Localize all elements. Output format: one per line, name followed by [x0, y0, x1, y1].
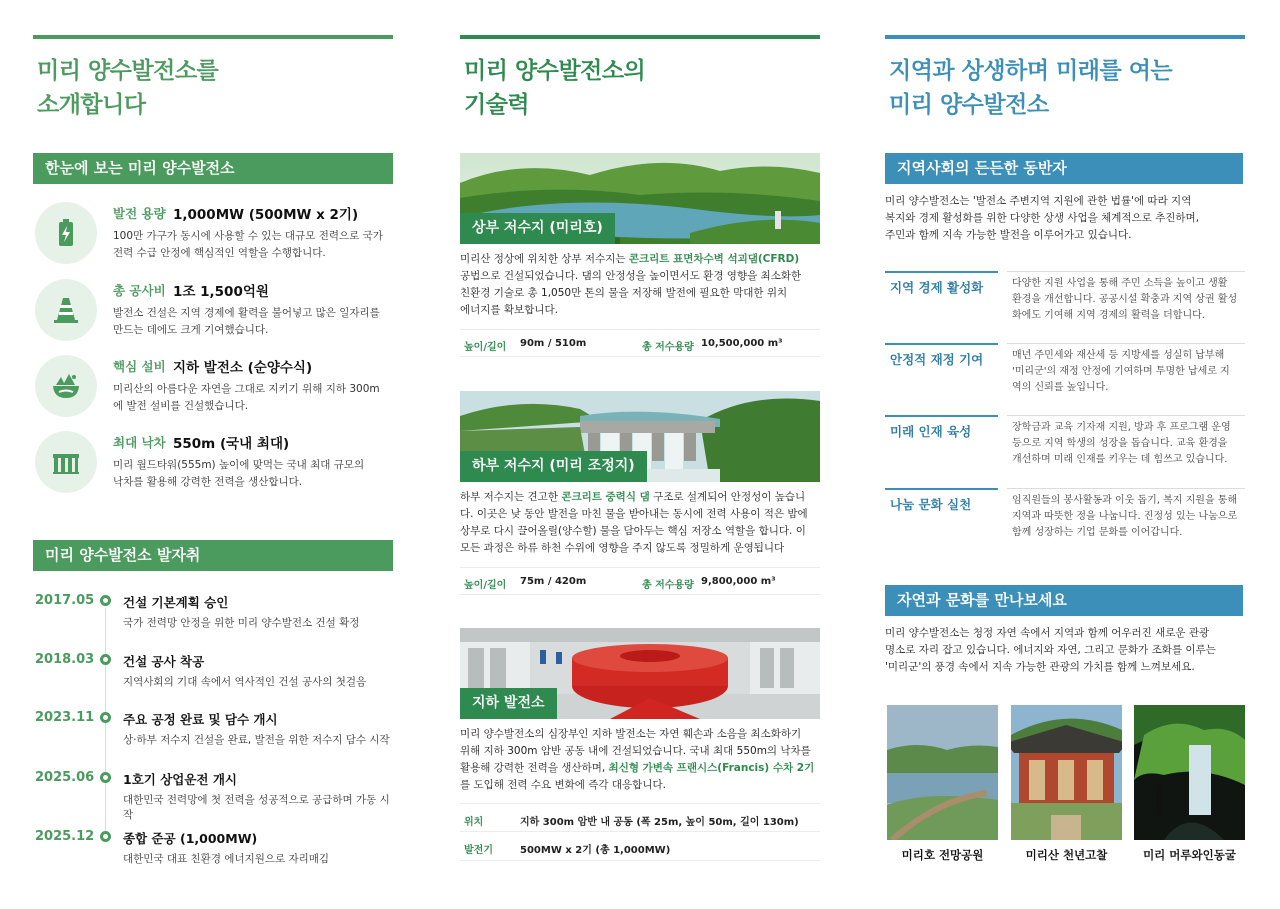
stat-value: 1,000MW (500MW x 2기): [173, 207, 359, 223]
spec-value: 지하 300m 암반 내 공동 (폭 25m, 높이 50m, 길이 130m): [520, 817, 799, 828]
stat-capacity: [33, 202, 393, 268]
spec-key: 총 저수용량: [642, 342, 694, 353]
spec-value: 75m / 420m: [520, 576, 587, 587]
timeline-date: 2025.12: [35, 829, 95, 844]
photo-tag: 하부 저수지 (미리 조정지): [460, 451, 647, 482]
stat-cost: [33, 279, 393, 345]
page-title: [885, 54, 1245, 122]
contribution-item: [885, 488, 1245, 548]
lower-spec-row: [460, 567, 820, 595]
column-community: [885, 0, 1245, 909]
lake-park-photo: [887, 705, 998, 840]
culture-band: 자연과 문화를 만나보세요: [885, 585, 1243, 616]
wine-cave-photo: [1134, 705, 1245, 840]
spec-key: 총 저수용량: [642, 580, 694, 591]
column-technology: [460, 0, 820, 909]
contribution-desc: 임직원들의 봉사활동과 이웃 돕기, 복지 지원을 통해 지역과 따뜻한 정을 나눕니다. 진정성 있는 나눔으로 함께 성장하는 기업 문화를 이어갑니다.: [1007, 488, 1245, 541]
page-title: [460, 54, 820, 122]
timeline-desc: 대한민국 전력망에 첫 전력을 성공적으로 공급하며 가동 시작: [123, 794, 390, 821]
upper-description: 미리산 정상에 위치한 상부 저수지는 콘크리트 표면차수벽 석괴댐(CFRD) 공법으로 건설되었습니다. 댐의 안정성을 높이면서도 환경 영향을 최소화한 친환경 기술로 총 1,050만 톤의 물을 저장해 발전에 필요한 막대한 위치 에너지를 확보합니다.: [460, 253, 802, 316]
underground-plant-photo: [460, 628, 820, 719]
partner-intro: 미리 양수발전소는 '발전소 주변지역 지원에 관한 법률'에 따라 지역 복지와 경제 활성화를 위한 다양한 상생 사업을 체계적으로 추진하며, 주민과 함께 지속 가능한 발전을 이루어가고 있습니다.: [885, 195, 1200, 241]
timeline-dot: [100, 654, 111, 665]
timeline-date: 2017.05: [35, 593, 95, 608]
timeline-desc: 대한민국 대표 친환경 에너지원으로 자리매김: [123, 853, 330, 865]
stat-label: 총 공사비: [113, 283, 166, 298]
stat-value: 1조 1,500억원: [173, 284, 269, 300]
lower-reservoir-photo: [460, 391, 820, 482]
spec-value: 10,500,000 m³: [701, 338, 783, 349]
spec-value: 9,800,000 m³: [701, 576, 776, 587]
battery-icon: [35, 202, 97, 264]
title-line: 지역과 상생하며 미래를 여는: [889, 58, 1173, 84]
timeline-dot: [100, 831, 111, 842]
stat-label: 최대 낙차: [113, 435, 166, 450]
stat-desc: 발전소 건설은 지역 경제에 활력을 불어넣고 많은 일자리를 만드는 데에도 크게 기여했습니다.: [113, 307, 380, 336]
contribution-title: 안정적 재정 기여: [885, 343, 998, 368]
top-rule: [33, 35, 393, 39]
contribution-desc: 매년 주민세와 재산세 등 지방세를 성실히 납부해 '미리군'의 재정 안정에 기여하며 투명한 납세로 지 역의 신뢰를 높입니다.: [1007, 343, 1245, 396]
timeline-date: 2025.06: [35, 770, 95, 785]
contribution-desc: 다양한 지원 사업을 통해 주민 소득을 높이고 생활 환경을 개선합니다. 공공시설 확충과 지역 상권 활성 화에도 기여해 지역 경제의 활력을 더합니다.: [1007, 271, 1245, 324]
upper-reservoir-photo: [460, 153, 820, 244]
spec-key: 높이/길이: [464, 580, 507, 591]
timeline-dot: [100, 712, 111, 723]
timeline-item: [33, 770, 393, 820]
spot-caption: 미리 머루와인동굴: [1143, 848, 1236, 862]
spot-caption: 미리호 전망공원: [901, 848, 984, 862]
timeline-desc: 지역사회의 기대 속에서 역사적인 건설 공사의 첫걸음: [123, 676, 367, 688]
history-band: 미리 양수발전소 발자취: [33, 540, 393, 571]
timeline-item: [33, 829, 393, 879]
timeline-desc: 국가 전력망 안정을 위한 미리 양수발전소 건설 확정: [123, 617, 360, 629]
contribution-title: 지역 경제 활성화: [885, 271, 998, 296]
spec-key: 발전기: [464, 845, 493, 856]
timeline-title: 건설 기본계획 승인: [123, 595, 229, 610]
timeline-dot: [100, 595, 111, 606]
title-line: 기술력: [464, 92, 530, 118]
nature-bowl-icon: [35, 355, 97, 417]
contribution-title: 나눔 문화 실천: [885, 488, 998, 513]
contribution-item: [885, 271, 1245, 331]
timeline-date: 2023.11: [35, 710, 95, 725]
stat-label: 발전 용량: [113, 206, 166, 221]
contribution-item: [885, 343, 1245, 403]
traffic-cone-icon: [35, 279, 97, 341]
stat-head: [33, 431, 393, 497]
underground-spec-row: [460, 832, 820, 861]
stat-desc: 미리산의 아름다운 자연을 그대로 지키기 위해 지하 300m 에 발전 설비를 건설했습니다.: [113, 383, 380, 412]
spec-value: 90m / 510m: [520, 338, 587, 349]
page-title: [33, 54, 393, 122]
spec-key: 위치: [464, 817, 484, 828]
timeline-item: [33, 710, 393, 760]
contribution-title: 미래 인재 육성: [885, 415, 998, 440]
contribution-item: [885, 415, 1245, 475]
partner-band: 지역사회의 든든한 동반자: [885, 153, 1243, 184]
title-line: 미리 양수발전소: [889, 92, 1049, 118]
spec-value: 500MW x 2기 (총 1,000MW): [520, 845, 671, 856]
photo-tag: 상부 저수지 (미리호): [460, 213, 615, 244]
title-line: 미리 양수발전소의: [464, 58, 646, 84]
timeline-title: 1호기 상업운전 개시: [123, 772, 238, 787]
stat-facility: [33, 355, 393, 421]
timeline-title: 건설 공사 착공: [123, 654, 205, 669]
spot-caption: 미리산 천년고찰: [1025, 848, 1108, 862]
spec-key: 높이/길이: [464, 342, 507, 353]
timeline-title: 주요 공정 완료 및 담수 개시: [123, 712, 278, 727]
stat-label: 핵심 설비: [113, 359, 166, 374]
upper-spec-row: [460, 329, 820, 357]
underground-description: 미리 양수발전소의 심장부인 지하 발전소는 자연 훼손과 소음을 최소화하기 위해 지하 300m 암반 공동 내에 건설되었습니다. 국내 최대 550m의 낙차를 활용해 강력한 전력을 생산하며, 최신형 가변속 프랜시스(Francis) 수차 2기 를 도입해 전력 수요 변화에 즉각 대응합니다.: [460, 728, 815, 791]
overview-band: 한눈에 보는 미리 양수발전소: [33, 153, 393, 184]
lower-description: 하부 저수지는 견고한 콘크리트 중력식 댐 구조로 설계되어 안정성이 높습니 다. 이곳은 낮 동안 발전을 마친 물을 받아내는 동시에 전력 사용이 적은 밤에 상부로 다시 끌어올릴(양수할) 물을 담아두는 핵심 저장소 역할을 합니다. 이 모든 과정은 하류 하천 수위에 영향을 주지 않도록 정밀하게 운영됩니다: [460, 491, 808, 554]
stat-desc: 100만 가구가 동시에 사용할 수 있는 대규모 전력으로 국가 전력 수급 안정에 핵심적인 역할을 수행합니다.: [113, 230, 383, 259]
dam-icon: [35, 431, 97, 493]
stat-value: 550m (국내 최대): [173, 436, 290, 452]
column-intro: [33, 0, 393, 909]
timeline-dot: [100, 772, 111, 783]
underground-spec-row: [460, 803, 820, 832]
title-line: 미리 양수발전소를: [37, 58, 219, 84]
stat-desc: 미리 월드타워(555m) 높이에 맞먹는 국내 최대 규모의 낙차를 활용해 강력한 전력을 생산합니다.: [113, 459, 365, 488]
top-rule: [885, 35, 1245, 39]
stat-value: 지하 발전소 (순양수식): [173, 360, 313, 376]
contribution-desc: 장학금과 교육 기자재 지원, 방과 후 프로그램 운영 등으로 지역 학생의 성장을 돕습니다. 교육 환경을 개선하며 미래 인재를 키우는 데 힘쓰고 있습니다.: [1007, 415, 1245, 468]
temple-photo: [1011, 705, 1122, 840]
title-line: 소개합니다: [37, 92, 146, 118]
timeline-date: 2018.03: [35, 652, 95, 667]
top-rule: [460, 35, 820, 39]
timeline-item: [33, 593, 393, 643]
timeline-desc: 상·하부 저수지 건설을 완료, 발전을 위한 저수지 담수 시작: [123, 734, 390, 746]
photo-tag: 지하 발전소: [460, 688, 557, 719]
timeline-item: [33, 652, 393, 702]
culture-intro: 미리 양수발전소는 청정 자연 속에서 지역과 함께 어우러진 새로운 관광 명소로 자리 잡고 있습니다. 에너지와 자연, 그리고 문화가 조화를 이루는 '미리군'의 풍경 속에서 지속 가능한 관광의 가치를 함께 느껴보세요.: [885, 627, 1216, 673]
timeline-title: 종합 준공 (1,000MW): [123, 831, 258, 846]
